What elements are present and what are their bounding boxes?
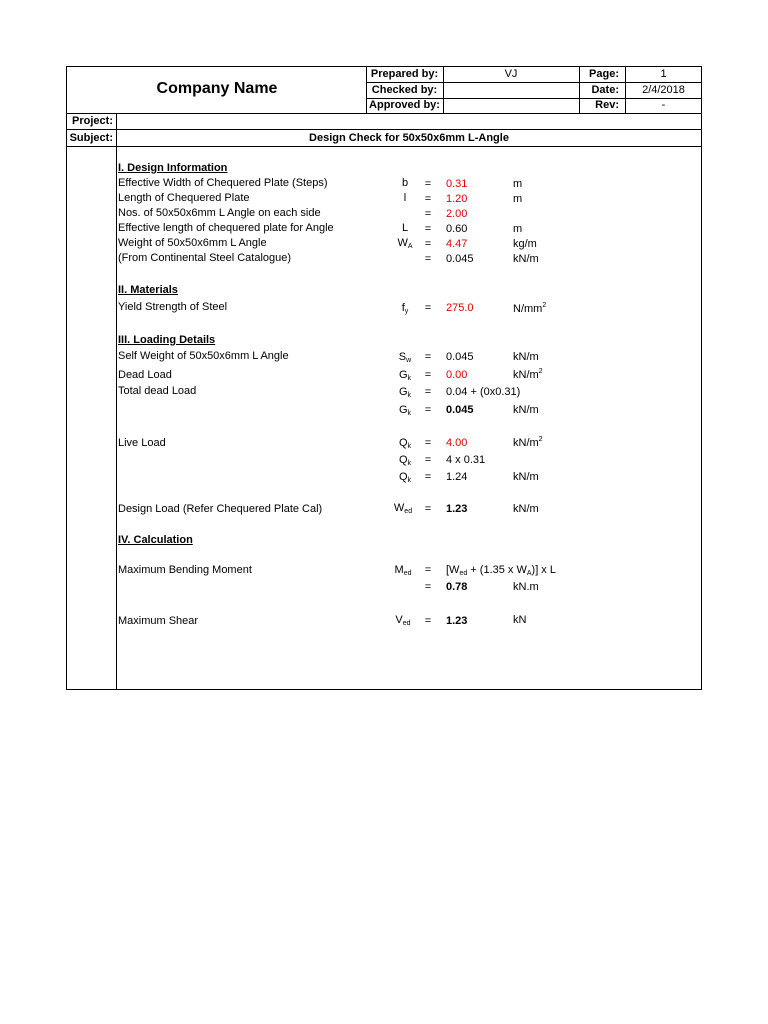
row-symbol: L: [401, 222, 409, 234]
row-unit: kN.m: [513, 581, 539, 593]
row-unit: $kN/m^2$: [513, 368, 543, 381]
section-heading-loading-details: III. Loading Details: [118, 334, 216, 346]
row-symbol: $Q_k$: [398, 454, 412, 467]
row-label: Self Weight of 50x50x6mm L Angle: [118, 350, 289, 362]
row-equals: =: [424, 253, 432, 265]
row-value: 0.60: [446, 223, 468, 235]
row-symbol: b: [401, 177, 409, 189]
row-value: 0.78: [446, 581, 468, 593]
row-value: 0.045: [446, 253, 474, 265]
row-equals: =: [424, 471, 432, 483]
row-equals: =: [424, 302, 432, 314]
row-unit: kN: [513, 614, 527, 626]
row-equals: =: [424, 386, 432, 398]
row-label: Yield Strength of Steel: [118, 301, 228, 313]
row-equals: =: [424, 193, 432, 205]
row-value[interactable]: 2.00: [446, 208, 468, 220]
row-value[interactable]: 4.00: [446, 437, 468, 449]
row-symbol: $S_w$: [398, 351, 412, 364]
row-value: 1.23: [446, 615, 468, 627]
row-label: Effective Width of Chequered Plate (Steps): [118, 177, 328, 189]
row-symbol: $W_{ed}$: [393, 502, 413, 515]
row-label: Total dead Load: [118, 385, 197, 397]
row-label: Maximum Bending Moment: [118, 564, 252, 576]
row-value[interactable]: 1.20: [446, 193, 468, 205]
row-value[interactable]: 0.31: [446, 178, 468, 190]
row-label: Length of Chequered Plate: [118, 192, 250, 204]
row-unit: $kN/m^2$: [513, 436, 543, 449]
row-equals: =: [424, 404, 432, 416]
row-symbol: $G_k$: [398, 386, 412, 399]
row-symbol: $W_A$: [397, 237, 413, 250]
project-label: Project:: [72, 115, 113, 127]
row-unit: $N/mm^2$: [513, 302, 547, 315]
row-value: 0.04 + (0x0.31): [446, 386, 521, 398]
checked-by-label: Checked by:: [371, 84, 438, 96]
row-label: Nos. of 50x50x6mm L Angle on each side: [118, 207, 321, 219]
row-symbol: l: [403, 192, 407, 204]
row-symbol: $M_{ed}$: [394, 564, 412, 577]
row-unit: kN/m: [513, 253, 539, 265]
grid-line: [66, 146, 702, 147]
row-value: 4 x 0.31: [446, 454, 486, 466]
row-equals: =: [424, 351, 432, 363]
row-value: 0.045: [446, 404, 474, 416]
row-symbol: $G_k$: [398, 404, 412, 417]
row-unit: m: [513, 193, 523, 205]
row-value[interactable]: 0.00: [446, 369, 468, 381]
row-label: Live Load: [118, 437, 166, 449]
row-unit: kN/m: [513, 351, 539, 363]
row-equals: =: [424, 208, 432, 220]
grid-line: [443, 66, 579, 67]
prepared-by-value[interactable]: VJ: [504, 68, 518, 80]
row-equals: =: [424, 437, 432, 449]
subject-value[interactable]: Design Check for 50x50x6mm L-Angle: [309, 132, 509, 144]
row-equals: =: [424, 581, 432, 593]
row-value: 1.23: [446, 503, 468, 515]
row-equals: =: [424, 454, 432, 466]
row-symbol: $Q_k$: [398, 437, 412, 450]
grid-line: [366, 82, 702, 83]
section-heading-design-information: I. Design Information: [118, 162, 228, 174]
row-equals: =: [424, 564, 432, 576]
row-label: Dead Load: [118, 369, 172, 381]
row-label: Weight of 50x50x6mm L Angle: [118, 237, 267, 249]
row-symbol: $f_y$: [401, 302, 409, 315]
page-value[interactable]: 1: [660, 68, 667, 80]
row-value[interactable]: 4.47: [446, 238, 468, 250]
company-name: Company Name: [156, 80, 278, 97]
row-value: 0.045: [446, 351, 474, 363]
grid-line: [116, 113, 117, 690]
row-label: Design Load (Refer Chequered Plate Cal): [118, 503, 323, 515]
row-equals: =: [424, 615, 432, 627]
row-equals: =: [424, 503, 432, 515]
row-equals: =: [424, 238, 432, 250]
row-unit: m: [513, 178, 523, 190]
rev-value[interactable]: -: [661, 99, 666, 111]
page-label: Page:: [589, 68, 619, 80]
date-value[interactable]: 2/4/2018: [642, 84, 685, 96]
row-equals: =: [424, 223, 432, 235]
section-heading-calculation: IV. Calculation: [118, 534, 193, 546]
row-unit: m: [513, 223, 523, 235]
row-symbol: $V_{ed}$: [395, 614, 411, 627]
row-unit: kg/m: [513, 238, 537, 250]
approved-by-label: Approved by:: [369, 99, 440, 111]
row-unit: kN/m: [513, 503, 539, 515]
row-label: Effective length of chequered plate for Angle: [118, 222, 334, 234]
rev-label: Rev:: [595, 99, 619, 111]
row-symbol: $Q_k$: [398, 471, 412, 484]
grid-line: [66, 129, 702, 130]
date-label: Date:: [591, 84, 619, 96]
section-heading-materials: II. Materials: [118, 284, 178, 296]
row-label: Maximum Shear: [118, 615, 199, 627]
grid-line: [66, 113, 702, 114]
row-unit: kN/m: [513, 404, 539, 416]
prepared-by-label: Prepared by:: [370, 68, 439, 80]
row-equals: =: [424, 369, 432, 381]
row-equals: =: [424, 178, 432, 190]
row-value[interactable]: 275.0: [446, 302, 474, 314]
row-symbol: $G_k$: [398, 369, 412, 382]
row-formula: [$W_{ed} + (1.35$ x $W_A$)] x L: [446, 564, 556, 577]
subject-label: Subject:: [69, 132, 113, 144]
row-unit: kN/m: [513, 471, 539, 483]
row-label: (From Continental Steel Catalogue): [118, 252, 292, 264]
row-value: 1.24: [446, 471, 468, 483]
